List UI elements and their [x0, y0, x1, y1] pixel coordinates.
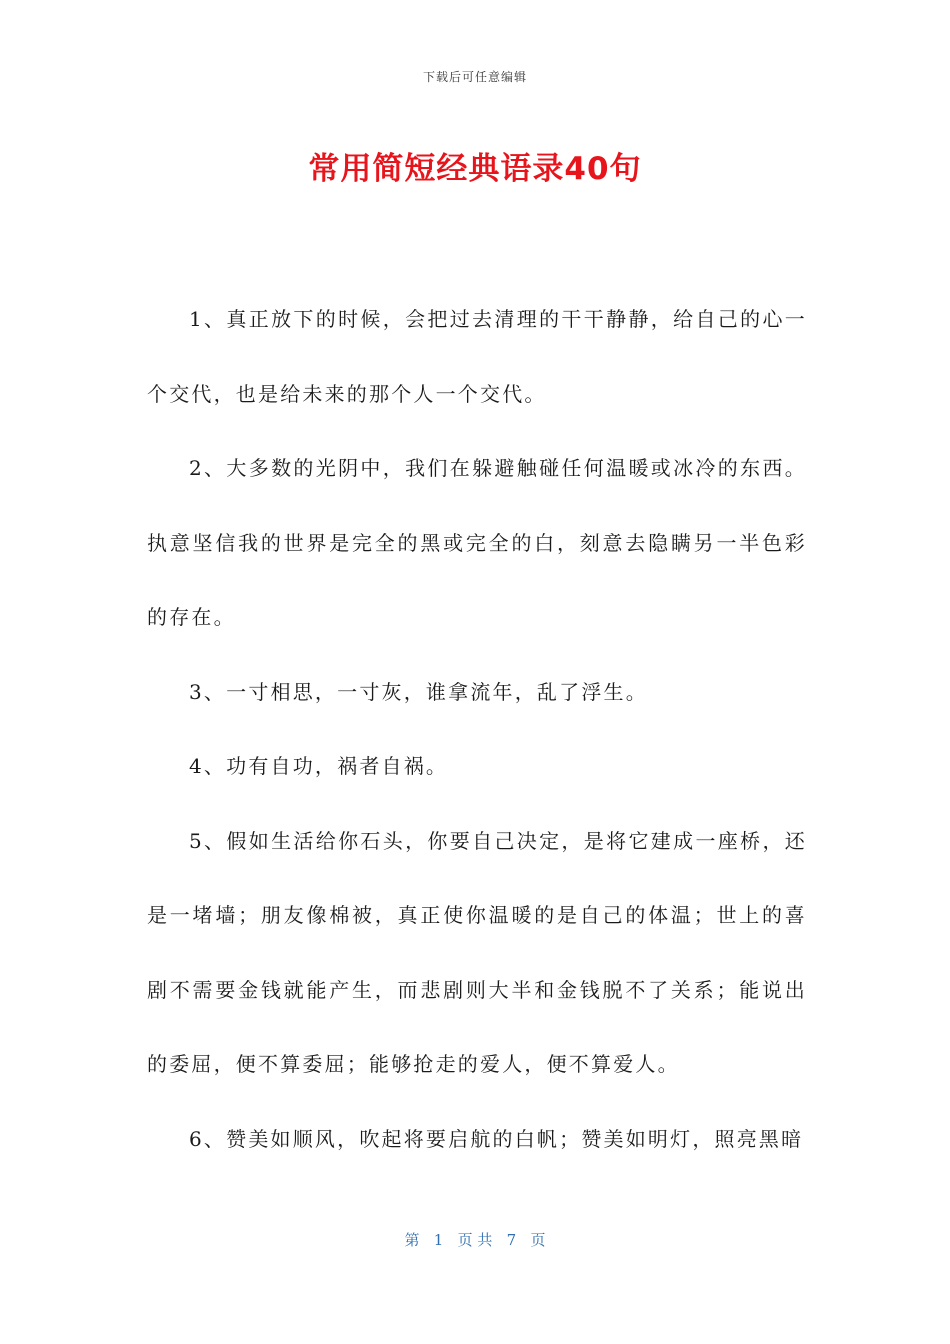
page-number-footer: 第 1 页 共 7 页	[404, 1231, 546, 1249]
header-note: 下载后可任意编辑	[422, 70, 527, 84]
paragraph-1: 1、真正放下的时候，会把过去清理的干干静静，给自己的心一个交代，也是给未来的那个人一个交代。	[147, 307, 807, 406]
paragraph-4: 4、功有自功，祸者自祸。	[189, 754, 449, 778]
paragraph-6: 6、赞美如顺风，吹起将要启航的白帆；赞美如明灯，照亮黑暗	[189, 1126, 804, 1151]
paragraph-5: 5、假如生活给你石头，你要自己决定，是将它建成一座桥，还是一堵墙；朋友像棉被，真正使你温暖的是自己的体温；世上的喜剧不需要金钱就能产生，而悲剧则大半和金钱脱不了关系；能说出的委屈，便不算委屈；能够抢走的爱人，便不算爱人。	[147, 828, 807, 1076]
paragraph-2: 2、大多数的光阴中，我们在躲避触碰任何温暖或冰冷的东西。执意坚信我的世界是完全的黑或完全的白，刻意去隐瞒另一半色彩的存在。	[147, 456, 807, 629]
paragraph-3: 3、一寸相思，一寸灰，谁拿流年，乱了浮生。	[189, 679, 648, 704]
document-body	[147, 282, 807, 1176]
document-title: 常用简短经典语录40句	[308, 151, 642, 187]
